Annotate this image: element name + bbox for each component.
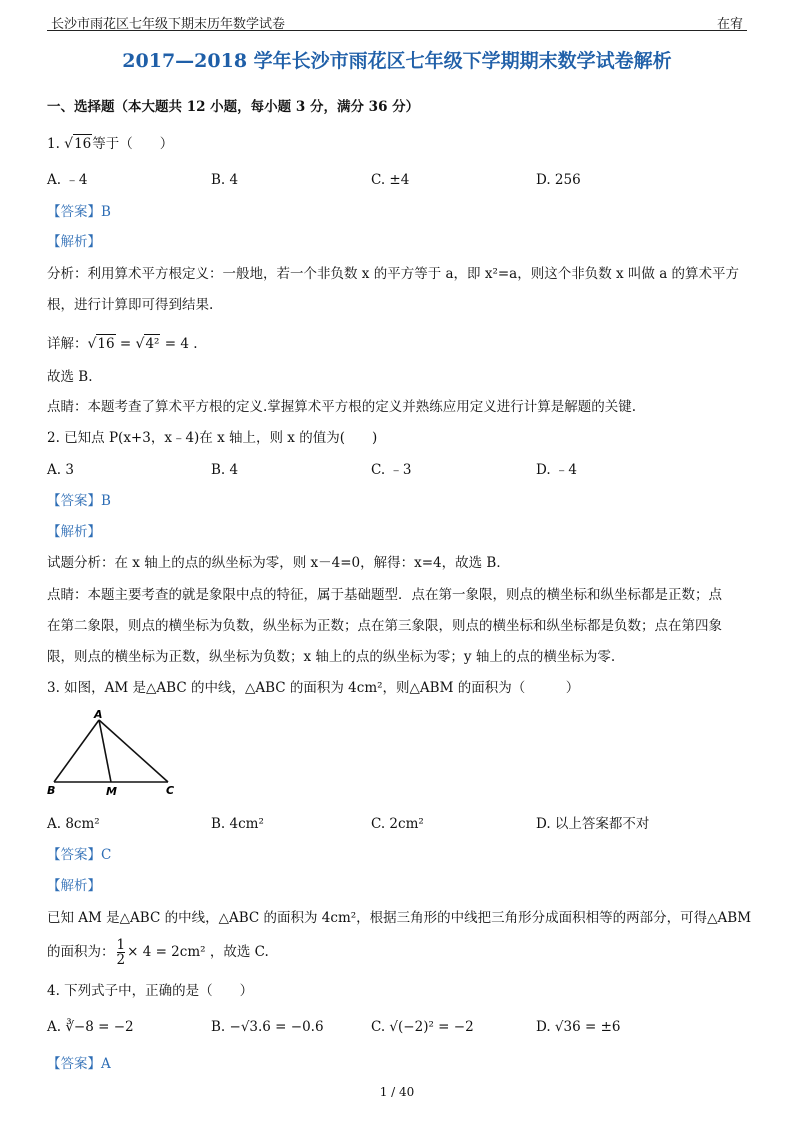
q2-option-b: B. 4 <box>211 462 239 478</box>
q3-option-d: D. 以上答案都不对 <box>536 816 650 832</box>
page-title: 2017—2018 学年长沙市雨花区七年级下学期期末数学试卷解析 <box>122 50 672 72</box>
q4-option-c: C. √(−2)² = −2 <box>371 1019 474 1035</box>
q3-analysis-tag: 【解析】 <box>47 878 101 894</box>
q1-stem: 1. √16等于（ ） <box>47 136 174 152</box>
q1-option-d: D. 256 <box>536 172 581 188</box>
vertex-label-m: M <box>106 785 117 798</box>
page-number: 1 / 40 <box>379 1085 415 1099</box>
q1-choose: 故选 B. <box>47 369 93 385</box>
q1-comment: 点睛：本题考查了算术平方根的定义.掌握算术平方根的定义并熟练应用定义进行计算是解题的关键. <box>47 399 637 415</box>
q1-option-a: A. ﹣4 <box>47 172 88 188</box>
q2-analysis: 试题分析：在 x 轴上的点的纵坐标为零，则 x－4=0，解得：x=4，故选 B． <box>47 555 510 571</box>
q3-analysis-line2: 的面积为： $\frac{1}{2}$ × 4 = 2cm² ，故选 C. <box>47 937 269 968</box>
header-left: 长沙市雨花区七年级下期末历年数学试卷 <box>51 17 286 32</box>
q3-option-b: B. 4cm² <box>211 816 264 832</box>
q1-analysis-line1: 分析：利用算术平方根定义：一般地，若一个非负数 x 的平方等于 a，即 x²=a，则这个非负数 x 叫做 a 的算术平方 <box>47 266 740 282</box>
q1-analysis-tag: 【解析】 <box>47 234 101 250</box>
side-ab <box>54 720 99 782</box>
section-heading: 一、选择题（本大题共 12 小题，每小题 3 分，满分 36 分） <box>47 99 420 115</box>
q4-answer: 【答案】A <box>47 1056 111 1072</box>
vertex-label-b: B <box>47 784 56 797</box>
q2-stem: 2. 已知点 P(x+3，x﹣4)在 x 轴上，则 x 的值为( ) <box>47 430 378 446</box>
q2-options <box>47 461 747 479</box>
q3-analysis-line1: 已知 AM 是△ABC 的中线，△ABC 的面积为 4cm²，根据三角形的中线把三角形分成面积相等的两部分，可得△ABM <box>47 910 752 926</box>
q2-option-a: A. 3 <box>47 462 74 478</box>
q4-stem: 4. 下列式子中，正确的是（ ） <box>47 983 254 999</box>
q2-comment-line2: 在第二象限，则点的横坐标为负数，纵坐标为正数；点在第三象限，则点的横坐标和纵坐标都是负数；点在第四象 <box>47 618 722 634</box>
q4-option-a: A. ∛−8 = −2 <box>47 1019 134 1035</box>
vertex-label-a: A <box>94 708 103 721</box>
q3-option-a: A. 8cm² <box>47 816 100 832</box>
q4-options <box>47 1018 747 1036</box>
q2-option-c: C. ﹣3 <box>371 462 412 478</box>
q1-options <box>47 171 747 189</box>
vertex-label-c: C <box>166 784 175 797</box>
q2-answer: 【答案】B <box>47 493 111 509</box>
triangle-abm-figure <box>44 708 184 800</box>
q1-detail: 详解：√16 = √4² = 4 . <box>47 336 198 352</box>
q1-option-b: B. 4 <box>211 172 239 188</box>
q3-answer: 【答案】C <box>47 847 112 863</box>
q3-options <box>47 815 747 833</box>
q2-comment-line3: 限，则点的横坐标为正数，纵坐标为负数；x 轴上的点的纵坐标为零；y 轴上的点的横坐标为零. <box>47 649 616 665</box>
q2-comment-line1: 点睛：本题主要考查的就是象限中点的特征，属于基础题型．点在第一象限，则点的横坐标和纵坐标都是正数；点 <box>47 587 722 603</box>
page-header <box>47 10 747 31</box>
q4-option-d: D. √36 = ±6 <box>536 1019 621 1035</box>
q2-option-d: D. ﹣4 <box>536 462 578 478</box>
q1-answer: 【答案】B <box>47 204 111 220</box>
q4-option-b: B. −√3.6 = −0.6 <box>211 1019 324 1035</box>
q1-option-c: C. ±4 <box>371 172 410 188</box>
q3-option-c: C. 2cm² <box>371 816 424 832</box>
q2-analysis-tag: 【解析】 <box>47 524 101 540</box>
q1-analysis-line2: 根，进行计算即可得到结果. <box>47 297 214 313</box>
q3-stem: 3. 如图，AM 是△ABC 的中线，△ABC 的面积为 4cm²，则△ABM 的面积为（ ） <box>47 680 580 696</box>
header-right: 在宥 <box>716 17 743 32</box>
